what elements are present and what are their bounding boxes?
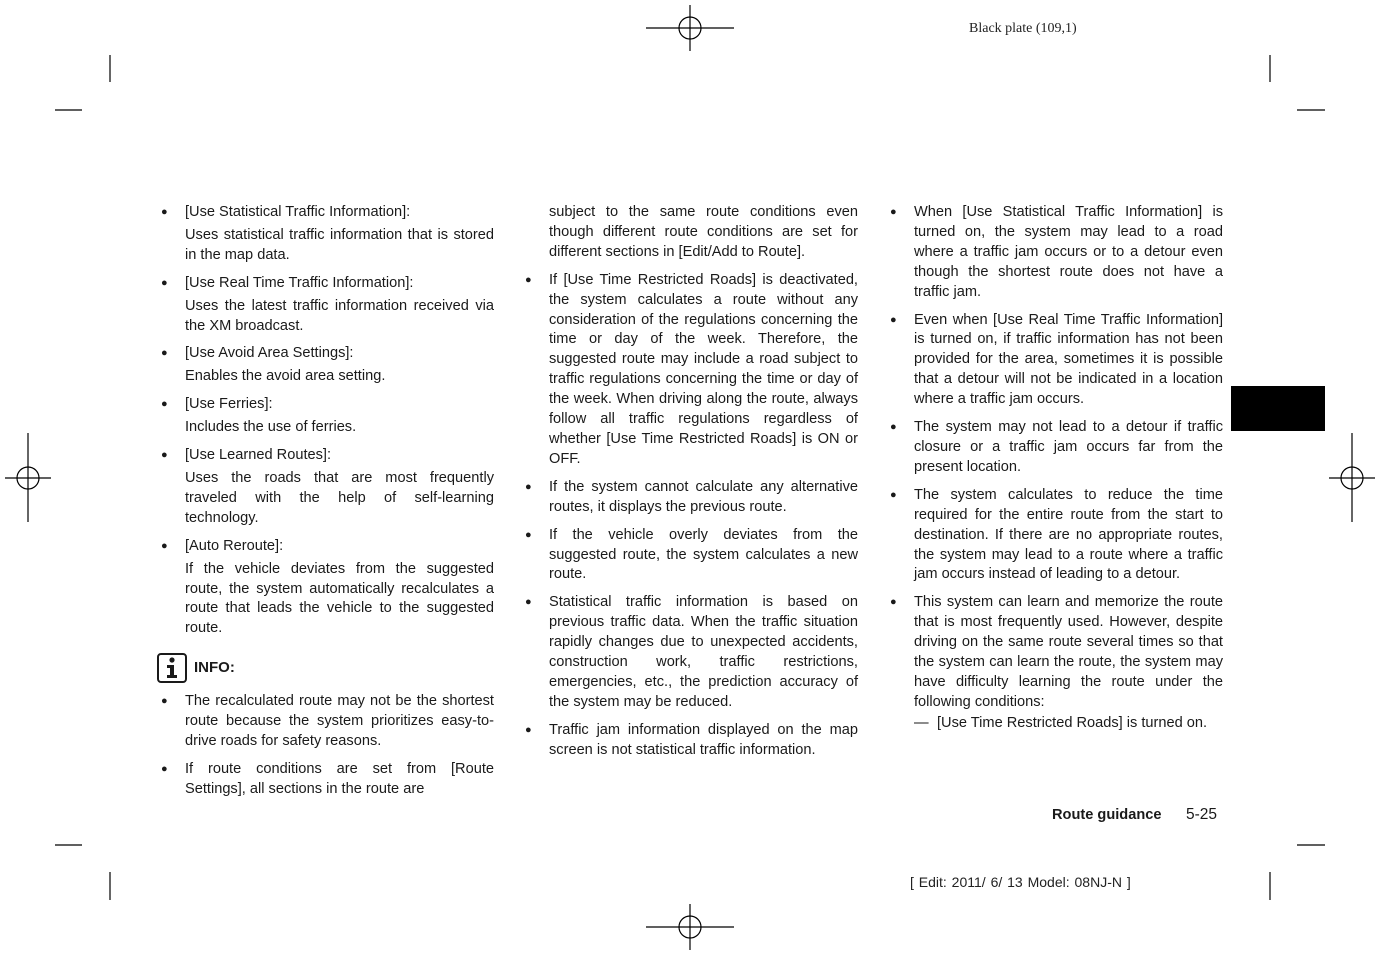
item-text: Even when [Use Real Time Traffic Information] is turned on, if traffic information has not been provided for the area, sometimes it is possible that a detour will not be indicated in a location where a traffic jam occurs. [914,311,1223,408]
registration-mark [1329,433,1375,522]
item-term: [Auto Reroute]: [185,537,284,554]
item-text: If the vehicle overly deviates from the suggested route, the system calculates a new route. [549,526,858,583]
column-2 [525,203,858,769]
bullet: ● [161,539,168,552]
bullet: ● [161,276,168,289]
bullet: ● [161,695,168,708]
list-item [890,418,1223,478]
item-description: Uses the latest traffic information received via the XM broadcast. [185,297,494,334]
item-term: [Use Avoid Area Settings]: [185,345,354,362]
item-text: This system can learn and memorize the route that is most frequently used. However, despite driving on the same route several times so that the system can learn the route, the system may have difficulty learning the route under the following conditions: [914,594,1223,710]
list-item [890,203,1223,303]
item-term: [Use Ferries]: [185,396,273,413]
list-item [161,395,494,438]
list-item [525,721,858,761]
bullet: ● [525,480,532,493]
bullet: ● [890,596,897,609]
bullet: ● [525,273,532,286]
item-text: The system calculates to reduce the time required for the entire route from the start to destination. If there are no appropriate routes, the system may lead to a route where a traffic jam occurs instead of leading to a detour. [914,486,1223,583]
item-term: [Use Real Time Traffic Information]: [185,274,414,291]
bullet: ● [161,206,168,218]
bullet: ● [161,762,168,775]
sub-item [914,714,1223,734]
column-1 [161,203,494,808]
item-term: [Use Statistical Traffic Information]: [185,204,411,220]
plate-label: Black plate (109,1) [969,21,1077,36]
item-text: Statistical traffic information is based on previous traffic data. When the traffic situation rapidly changes due to unexpected accidents, construction work, traffic restrictions, emergencies, etc., the prediction accuracy of the system may be reduced. [549,594,858,710]
bullet: ● [525,596,532,609]
item-text: The system may not lead to a detour if traffic closure or a traffic jam occurs far from the present location. [914,419,1223,475]
bullet: ● [890,206,897,218]
list-item [161,203,494,266]
registration-mark [5,433,51,522]
info-heading [157,653,494,683]
list-item [161,537,494,640]
column-3 [890,203,1223,742]
list-item [161,446,494,529]
info-item [161,760,494,800]
bullet: ● [890,421,897,434]
info-label: INFO: [194,659,235,677]
bullet: ● [161,449,168,462]
registration-mark [646,5,734,51]
info-item [161,692,494,752]
list-item [890,311,1223,411]
info-icon [157,653,187,683]
item-term: [Use Learned Routes]: [185,447,332,464]
item-text: Traffic jam information displayed on the map screen is not statistical traffic information. [549,721,858,758]
edit-info: [ Edit: 2011/ 6/ 13 Model: 08NJ-N ] [910,874,1131,890]
bullet: ● [525,723,532,736]
item-description: Enables the avoid area setting. [185,368,386,385]
item-text: When [Use Statistical Traffic Information] is turned on, the system may lead to a road where a traffic jam occurs or to a detour even though the shortest route does not have a traffic jam. [914,204,1223,300]
item-text: If the system cannot calculate any alternative routes, it displays the previous route. [549,478,858,515]
page-number: 5-25 [1186,806,1218,823]
item-text: If [Use Time Restricted Roads] is deactivated, the system calculates a route without any consideration of the regulations concerning the time or day of the week. Therefore, the suggested route may include a road subject to traffic regulations concerning the time or day of the week. When driving along the route, always follow all traffic regulations regardless of whether [Use Time Restricted Roads] is ON or OFF. [549,271,858,467]
list-item [525,526,858,586]
list-item [525,593,858,712]
bullet: ● [890,313,897,326]
list-item [890,593,1223,733]
info-text: If route conditions are set from [Route Settings], all sections in the route are [185,760,494,797]
list-item [525,271,858,470]
sub-item-text: [Use Time Restricted Roads] is turned on. [937,714,1208,731]
info-text: The recalculated route may not be the shortest route because the system prioritizes easy-to-drive roads for safety reasons. [185,693,494,750]
item-description: Uses statistical traffic information that is stored in the map data. [185,226,494,263]
list-item [161,344,494,387]
item-description: If the vehicle deviates from the suggested route, the system automatically recalculates a route that leads the vehicle to the suggested route. [185,560,494,637]
list-item [890,486,1223,586]
item-description: Uses the roads that are most frequently traveled with the help of self-learning technology. [185,469,494,526]
chapter-tab [1231,386,1325,431]
list-item [161,274,494,337]
registration-mark [646,904,734,950]
dash: — [914,714,929,731]
item-description: Includes the use of ferries. [185,419,357,436]
section-title: Route guidance [1052,807,1162,823]
list-item [525,478,858,518]
continued-text: subject to the same route conditions even though different route conditions are set for different sections in [Edit/Add to Route]. [549,204,858,260]
bullet: ● [161,398,168,411]
bullet: ● [525,528,532,541]
bullet: ● [890,488,897,501]
bullet: ● [161,347,168,360]
